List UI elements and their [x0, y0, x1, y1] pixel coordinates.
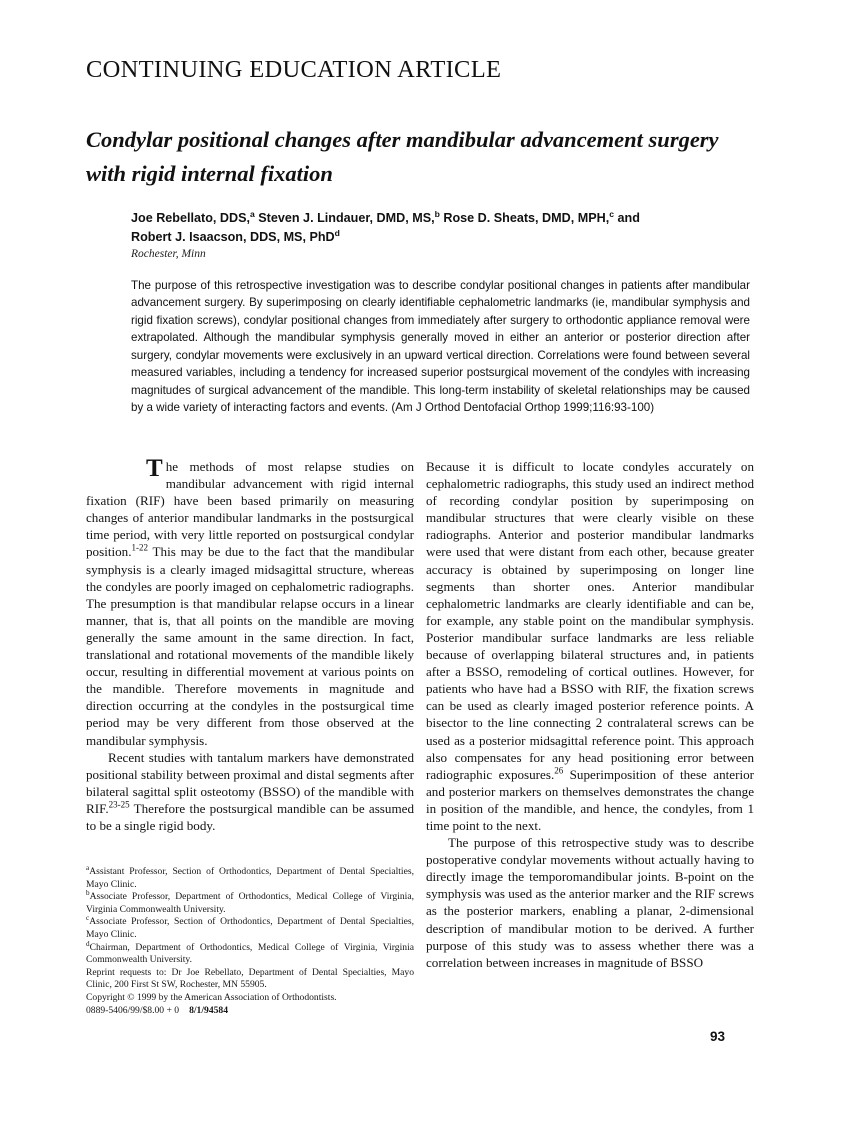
issn-line — [86, 1005, 414, 1018]
footnote-marker: c — [86, 914, 90, 923]
author-line-1 — [131, 208, 640, 225]
footnote-text: Associate Professor, Section of Orthodontics, Department of Dental Specialties, Mayo Clinic. — [86, 916, 414, 940]
paragraph-text: he methods of most relapse studies on mandibular advancement with rigid internal fixation (RIF) have been based primarily on measuring changes of anterior mandibular landmarks in the postsurgical time period, with very little reported on postsurgical condylar position. — [86, 459, 414, 560]
citation-ref: 23-25 — [108, 799, 130, 810]
paragraph-text: This may be due to the fact that the mandibular symphysis is a clearly imaged midsagittal structure, whereas the condyles are poorly imaged on cephalometric radiographs. The presumption is that mandibular relapse occurs in a linear manner, that is, that all points on the mandible are moving generally the same amount in the same direction. In fact, translational and rotational movements of the mandible likely occur, resulting in differential movement at various points on the mandible. Therefore movements in magnitude and direction occurring at the condyles in the postsurgical time period may be very different from those observed at the mandibular symphysis. — [86, 544, 414, 748]
author-name: Joe Rebellato, DDS, — [131, 211, 250, 225]
footnote-item — [86, 939, 414, 967]
footnote-text: Assistant Professor, Section of Orthodontics, Department of Dental Specialties, Mayo Clinic. — [86, 866, 414, 890]
paragraph-text: The purpose of this retrospective study was to describe postoperative condylar movements without actually having to directly image the temporomandibular joints. B-point on the symphysis was used as the anterior marker and the RIF screws as the posterior markers, enabling a planar, 2-dimensional description of mandibular motion to be derived. A further purpose of this study was to assess whether there was a correlation between increases in magnitude of BSSO — [426, 835, 754, 970]
reprint-requests: Reprint requests to: Dr Joe Rebellato, Department of Dental Specialties, Mayo Clinic, 200 First St SW, Rochester, MN 55905. — [86, 966, 414, 991]
section-heading: CONTINUING EDUCATION ARTICLE — [86, 56, 502, 83]
author-name: Robert J. Isaacson, DDS, MS, PhD — [131, 229, 335, 244]
body-paragraph — [426, 458, 754, 834]
footnote-text: Associate Professor, Department of Orthodontics, Medical College of Virginia, Virginia Commonwealth University. — [86, 891, 414, 915]
abstract-text: The purpose of this retrospective investigation was to describe condylar positional changes in patients after mandibular advancement surgery. By superimposing on clearly identifiable cephalometric landmarks (ie, mandibular symphysis and rigid fixation screws), condylar positional changes from immediately after surgery to orthodontic appliance removal were extrapolated. Although the mandibular symphysis generally moved in either an anterior or posterior direction after surgery, condylar movements were exclusively in an upward vertical direction. Correlations were found between several measured variables, including a tendency for increased superior postsurgical movement of the condyles with increasing magnitudes of surgical advancement of the mandible. This long-term instability of skeletal relationships may be caused by a wide variety of interacting factors and events. (Am J Orthod Dentofacial Orthop 1999;116:93-100) — [131, 279, 750, 415]
page-number: 93 — [710, 1029, 726, 1044]
footnote-item — [86, 891, 414, 916]
paragraph-text: Superimposition of these anterior and posterior markers on themselves demonstrates the change in position of the mandible, and hence, the condyles, from 1 time point to the next. — [426, 766, 755, 833]
body-paragraph — [426, 834, 754, 971]
footnote-item — [86, 916, 414, 941]
affiliation-marker: a — [249, 208, 255, 219]
citation-ref: 1-22 — [131, 543, 148, 554]
body-paragraph — [86, 749, 414, 834]
drop-cap: T — [146, 455, 163, 482]
affiliation-marker: c — [609, 208, 615, 219]
footnote-block — [86, 863, 414, 1017]
citation-ref: 26 — [554, 765, 564, 776]
body-column-right — [426, 458, 754, 971]
author-name: Rose D. Sheats, DMD, MPH, — [439, 211, 610, 225]
footnote-text: Chairman, Department of Orthodontics, Medical College of Virginia, Virginia Commonwealth University. — [86, 941, 414, 966]
footnote-item — [86, 863, 414, 891]
author-city: Rochester, Minn — [131, 248, 206, 260]
body-paragraph — [86, 455, 414, 749]
body-column-left — [86, 455, 414, 834]
footnote-marker: a — [86, 863, 90, 872]
author-line-2 — [131, 227, 340, 244]
author-name: Steven J. Lindauer, DMD, MS, — [254, 211, 435, 225]
author-name: and — [614, 211, 640, 225]
affiliation-marker: d — [334, 227, 340, 238]
paragraph-text: Therefore the postsurgical mandible can be assumed to be a single rigid body. — [86, 800, 414, 833]
paragraph-text: Because it is difficult to locate condyles accurately on cephalometric radiographs, this study used an indirect method of recording condylar position by superimposing on mandibular structures that were clearly visible on these radiographs. Anterior and posterior mandibular landmarks were used that were distant from each other, because greater accuracy is obtained by superimposing on longer line segments than shorter ones. Anterior mandibular cephalometric landmarks are clearly identifiable and can be, for example, any stable point on the mandibular symphysis. Posterior mandibular surface landmarks are less reliable because of overlapping bilateral structures and, in patients after a BSSO, remodeling of cortical outlines. However, for patients who have had a BSSO with RIF, the fixation screws can be used as clearly imaged posterior reference points. A bisector to the line connecting 2 contralateral screws can be used as a posterior midsagittal reference point. This approach also compensates for any head positioning error between radiographic exposures. — [426, 459, 754, 782]
copyright-notice: Copyright © 1999 by the American Association of Orthodontists. — [86, 991, 337, 1003]
article-code: 8/1/94584 — [189, 1004, 229, 1016]
footnote-marker: d — [86, 939, 90, 948]
affiliation-marker: b — [434, 208, 440, 219]
author-list — [131, 209, 749, 246]
issn-code: 0889-5406/99/$8.00 + 0 — [86, 1004, 180, 1016]
article-title: Condylar positional changes after mandibular advancement surgery with rigid internal fixation — [86, 127, 719, 187]
footnote-marker: b — [86, 889, 90, 897]
paragraph-text: Recent studies with tantalum markers have demonstrated positional stability between proximal and distal segments after bilateral sagittal split osteotomy (BSSO) of the mandible with RIF. — [86, 749, 414, 816]
